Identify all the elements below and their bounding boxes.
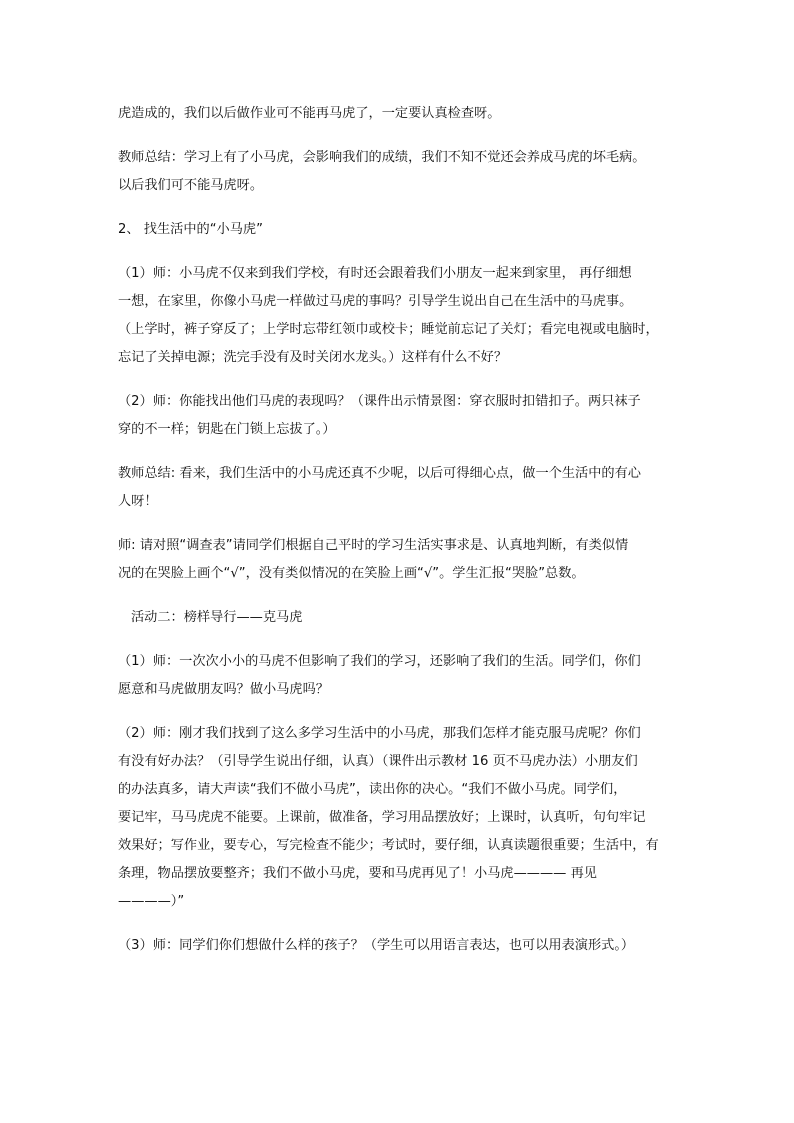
text-line: 效果好；写作业，要专心，写完检查不能少；考试时，要仔细，认真读题很重要；生活中，有 — [118, 838, 659, 853]
text-line: 人呀！ — [118, 494, 158, 509]
text-line: （3）师：同学们你们想做什么样的孩子？（学生可以用语言表达，也可以用表演形式。） — [118, 938, 635, 953]
paragraph — [118, 720, 678, 916]
text-line: 一想，在家里，你像小马虎一样做过马虎的事吗？引导学生说出自己在生活中的马虎事。 — [118, 294, 633, 309]
text-line: 活动二：榜样导行——克马虎 — [131, 610, 303, 625]
paragraph — [118, 388, 678, 444]
text-line: 穿的不一样；钥匙在门锁上忘拔了。） — [118, 422, 336, 437]
paragraph — [118, 460, 678, 516]
text-line: 师: 请对照“调查表”请同学们根据自己平时的学习生活实事求是、认真地判断，有类似情 — [118, 538, 629, 553]
text-line: 教师总结: 看来，我们生活中的小马虎还真不少呢，以后可得细心点，做一个生活中的有心 — [118, 466, 641, 481]
text-line: （2）师：你能找出他们马虎的表现吗？（课件出示情景图：穿衣服时扣错扣子。两只袜子 — [118, 394, 641, 409]
paragraph — [118, 932, 678, 960]
text-line: （1）师：小马虎不仅来到我们学校，有时还会跟着我们小朋友一起来到家里， 再仔细想 — [118, 266, 632, 281]
text-line: 条理，物品摆放要整齐；我们不做小马虎，要和马虎再见了！小马虎———— 再见 — [118, 866, 597, 881]
paragraph — [118, 144, 678, 200]
text-line: （2）师：刚才我们找到了这么多学习生活中的小马虎，那我们怎样才能克服马虎呢？你们 — [118, 726, 641, 741]
text-line: 以后我们可不能马虎呀。 — [118, 178, 264, 193]
paragraph — [118, 604, 678, 632]
text-line: 要记牢，马马虎虎不能要。上课前，做准备，学习用品摆放好；上课时，认真听，句句牢记 — [118, 810, 646, 825]
paragraph — [118, 648, 678, 704]
document-page — [118, 100, 678, 976]
text-line: 2、 找生活中的“小马虎” — [118, 222, 263, 237]
text-line: 有没有好办法？（引导学生说出仔细，认真）（课件出示教材 16 页不马虎办法）小朋友们 — [118, 754, 638, 769]
text-line: 况的在哭脸上画个“√”，没有类似情况的在笑脸上画“√”。学生汇报“哭脸”总数。 — [118, 566, 585, 581]
text-line: 虎造成的，我们以后做作业可不能再马虎了，一定要认真检查呀。 — [118, 106, 501, 121]
paragraph — [118, 216, 678, 244]
paragraph — [118, 532, 678, 588]
text-line: 教师总结：学习上有了小马虎，会影响我们的成绩，我们不知不觉还会养成马虎的坏毛病。 — [118, 150, 646, 165]
text-line: 的办法真多，请大声读“我们不做小马虎”，读出你的决心。“我们不做小马虎。同学们， — [118, 782, 627, 797]
paragraph — [118, 260, 678, 372]
text-line: 忘记了关掉电源；洗完手没有及时关闭水龙头。）这样有什么不好？ — [118, 350, 508, 365]
text-line: （1）师：一次次小小的马虎不但影响了我们的学习，还影响了我们的生活。同学们，你们 — [118, 654, 641, 669]
text-line: 愿意和马虎做朋友吗？做小马虎吗？ — [118, 682, 329, 697]
paragraph — [118, 100, 678, 128]
text-line: ————）” — [118, 894, 185, 909]
text-line: （上学时，裤子穿反了；上学时忘带红领巾或校卡；睡觉前忘记了关灯；看完电视或电脑时， — [118, 322, 659, 337]
